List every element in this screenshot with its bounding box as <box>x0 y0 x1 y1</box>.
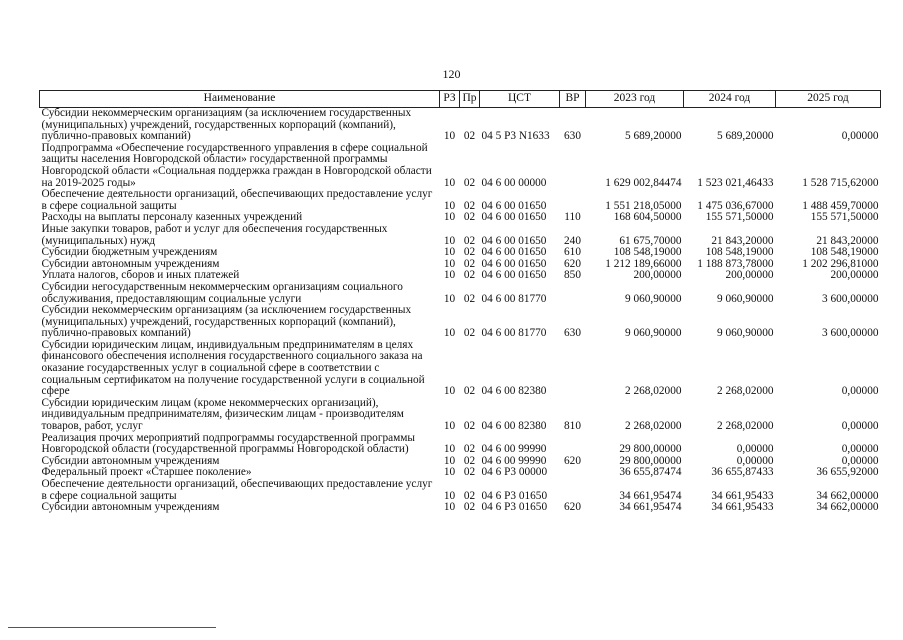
cell-name: Федеральный проект «Старшее поколение» <box>41 466 252 479</box>
header-2023: 2023 год <box>586 91 684 108</box>
cell-2024: 9 060,90000 <box>717 292 774 305</box>
cell-vr: 110 <box>564 211 581 224</box>
cell-2023: 36 655,87474 <box>619 466 682 479</box>
cell-2024: 0,00000 <box>736 443 774 456</box>
cell-2024: 21 843,20000 <box>711 234 774 247</box>
cell-name: Субсидии автономным учреждениям <box>41 501 220 514</box>
cell-2025: 0,00000 <box>841 443 879 456</box>
cell-name: Субсидии автономным учреждениям <box>41 257 220 270</box>
page-number: 120 <box>442 67 461 81</box>
cell-2024: 34 661,95433 <box>711 489 774 502</box>
cell-2023: 61 675,70000 <box>619 234 682 247</box>
cell-vr <box>560 433 586 456</box>
cell-name: Субсидии некоммерческим организациям (за исключением государственных (муниципальных) учреждений, государственных корпораций (компаний), публично-правовых компаний) <box>41 107 412 143</box>
cell-vr: 850 <box>564 269 581 282</box>
table-row <box>40 282 881 305</box>
cell-name: Подпрограмма «Обеспечение государственного управления в сфере социальной защиты населения Новгородской области» государственной программы Новгородской области «Социальная поддержка граждан в Новгородской области на 2019-2025 годы» <box>41 141 432 189</box>
cell-2024: 1 523 021,46433 <box>697 176 774 189</box>
cell-rz: 10 <box>443 199 456 212</box>
cell-2025: 155 571,50000 <box>810 211 879 224</box>
cell-2023: 1 212 189,66000 <box>605 257 682 270</box>
budget-table <box>39 90 881 514</box>
cell-name: Субсидии негосударственным некоммерческим организациям социального обслуживания, предоставляющим социальные услуги <box>41 280 403 305</box>
cell-cst: 04 6 00 81770 <box>481 327 547 340</box>
cell-vr <box>560 479 586 502</box>
header-2024: 2024 год <box>684 91 776 108</box>
cell-2023: 29 800,00000 <box>619 454 682 467</box>
cell-vr: 630 <box>564 130 581 143</box>
cell-name: Субсидии автономным учреждениям <box>41 454 220 467</box>
table-row <box>40 247 881 259</box>
cell-pr: 02 <box>463 327 476 340</box>
cell-vr: 620 <box>564 257 581 270</box>
cell-pr: 02 <box>463 199 476 212</box>
cell-vr <box>560 189 586 212</box>
table-row <box>40 305 881 340</box>
cell-rz: 10 <box>443 501 456 514</box>
table-row <box>40 479 881 502</box>
cell-2023: 2 268,02000 <box>625 385 682 398</box>
cell-cst: 04 6 Р3 00000 <box>481 466 548 479</box>
cell-2025: 3 600,00000 <box>822 327 879 340</box>
cell-2025: 1 528 715,62000 <box>802 176 879 189</box>
cell-vr: 240 <box>564 234 581 247</box>
cell-rz: 10 <box>443 466 456 479</box>
cell-pr: 02 <box>463 257 476 270</box>
cell-name: Обеспечение деятельности организаций, обеспечивающих предоставление услуг в сфере социальной защиты <box>41 478 433 502</box>
cell-2024: 36 655,87433 <box>711 466 774 479</box>
cell-rz: 10 <box>443 327 456 340</box>
table-row <box>40 398 881 433</box>
cell-vr: 810 <box>564 420 581 433</box>
table-row <box>40 108 881 143</box>
cell-2025: 21 843,20000 <box>816 234 879 247</box>
cell-rz: 10 <box>443 489 456 502</box>
cell-2025: 3 600,00000 <box>822 292 879 305</box>
header-vr: ВР <box>560 91 586 108</box>
cell-rz: 10 <box>443 257 456 270</box>
cell-cst: 04 6 Р3 01650 <box>481 501 548 514</box>
cell-pr: 02 <box>463 501 476 514</box>
cell-pr: 02 <box>463 454 476 467</box>
cell-2025: 1 202 296,81000 <box>802 257 879 270</box>
cell-vr: 610 <box>564 246 581 259</box>
cell-2024: 2 268,02000 <box>717 420 774 433</box>
cell-2025: 0,00000 <box>841 130 879 143</box>
cell-vr: 620 <box>564 454 581 467</box>
table-body <box>40 108 881 514</box>
cell-2024: 5 689,20000 <box>717 130 774 143</box>
cell-vr <box>560 143 586 189</box>
cell-name: Субсидии юридическим лицам, индивидуальным предпринимателям в целях финансового обеспечения исполнения государственного социального заказа на оказание государственных услуг в социальной сфере в соответствии с социальным сертификатом на получение государственной услуги в социальной сфере <box>41 338 425 398</box>
cell-rz: 10 <box>443 246 456 259</box>
cell-2023: 168 604,50000 <box>613 211 682 224</box>
cell-pr: 02 <box>463 130 476 143</box>
cell-pr: 02 <box>463 466 476 479</box>
cell-cst: 04 6 00 99990 <box>481 443 547 456</box>
cell-cst: 04 5 Р3 N1633 <box>481 130 550 143</box>
cell-cst: 04 6 00 82380 <box>481 385 547 398</box>
cell-name: Субсидии бюджетным учреждениям <box>41 246 218 259</box>
cell-2024: 1 188 873,78000 <box>697 257 774 270</box>
cell-pr: 02 <box>463 234 476 247</box>
cell-cst: 04 6 00 01650 <box>481 257 547 270</box>
cell-pr: 02 <box>463 176 476 189</box>
cell-rz: 10 <box>443 176 456 189</box>
cell-name: Расходы на выплаты персоналу казенных учреждений <box>41 211 303 224</box>
cell-2023: 34 661,95474 <box>619 489 682 502</box>
header-cst: ЦСТ <box>480 91 560 108</box>
cell-2024: 0,00000 <box>736 454 774 467</box>
cell-pr: 02 <box>463 211 476 224</box>
cell-name: Уплата налогов, сборов и иных платежей <box>41 269 240 282</box>
cell-vr <box>560 282 586 305</box>
cell-name: Иные закупки товаров, работ и услуг для обеспечения государственных (муниципальных) нужд <box>41 222 388 247</box>
cell-2023: 1 551 218,05000 <box>605 199 682 212</box>
cell-rz: 10 <box>443 292 456 305</box>
header-2025: 2025 год <box>776 91 881 108</box>
cell-2024: 34 661,95433 <box>711 501 774 514</box>
cell-cst: 04 6 00 82380 <box>481 420 547 433</box>
table-row <box>40 340 881 398</box>
cell-2025: 0,00000 <box>841 385 879 398</box>
cell-cst: 04 6 00 01650 <box>481 269 547 282</box>
table-row <box>40 224 881 247</box>
cell-cst: 04 6 00 00000 <box>481 176 547 189</box>
cell-cst: 04 6 00 99990 <box>481 454 547 467</box>
table-row <box>40 143 881 189</box>
header-rz: РЗ <box>440 91 460 108</box>
cell-rz: 10 <box>443 420 456 433</box>
cell-2025: 108 548,19000 <box>810 246 879 259</box>
cell-rz: 10 <box>443 269 456 282</box>
cell-cst: 04 6 00 01650 <box>481 199 547 212</box>
cell-2023: 9 060,90000 <box>625 327 682 340</box>
cell-cst: 04 6 00 01650 <box>481 211 547 224</box>
header-pr: Пр <box>460 91 480 108</box>
cell-vr <box>560 467 586 479</box>
cell-rz: 10 <box>443 130 456 143</box>
cell-cst: 04 6 00 01650 <box>481 234 547 247</box>
cell-2024: 9 060,90000 <box>717 327 774 340</box>
table-header <box>40 91 881 108</box>
cell-2025: 36 655,92000 <box>816 466 879 479</box>
cell-2024: 155 571,50000 <box>705 211 774 224</box>
cell-rz: 10 <box>443 454 456 467</box>
table-row <box>40 189 881 212</box>
cell-2023: 108 548,19000 <box>613 246 682 259</box>
cell-2025: 34 662,00000 <box>816 501 879 514</box>
cell-2024: 1 475 036,67000 <box>697 199 774 212</box>
cell-rz: 10 <box>443 211 456 224</box>
cell-2025: 0,00000 <box>841 454 879 467</box>
cell-2025: 34 662,00000 <box>816 489 879 502</box>
cell-2025: 0,00000 <box>841 420 879 433</box>
cell-pr: 02 <box>463 385 476 398</box>
cell-2023: 5 689,20000 <box>625 130 682 143</box>
cell-cst: 04 6 00 01650 <box>481 246 547 259</box>
cell-pr: 02 <box>463 443 476 456</box>
cell-name: Реализация прочих мероприятий подпрограммы государственной программы Новгородской области (государственной программы Новгородской области) <box>41 431 415 456</box>
cell-2024: 200,00000 <box>725 269 774 282</box>
cell-pr: 02 <box>463 246 476 259</box>
cell-2023: 34 661,95474 <box>619 501 682 514</box>
cell-2023: 9 060,90000 <box>625 292 682 305</box>
cell-rz: 10 <box>443 234 456 247</box>
cell-pr: 02 <box>463 292 476 305</box>
cell-pr: 02 <box>463 489 476 502</box>
cell-2025: 200,00000 <box>830 269 879 282</box>
cell-pr: 02 <box>463 269 476 282</box>
cell-2024: 108 548,19000 <box>705 246 774 259</box>
cell-2023: 1 629 002,84474 <box>605 176 682 189</box>
cell-2024: 2 268,02000 <box>717 385 774 398</box>
cell-2023: 200,00000 <box>633 269 682 282</box>
cell-vr: 620 <box>564 501 581 514</box>
cell-name: Субсидии некоммерческим организациям (за исключением государственных (муниципальных) учреждений, государственных корпораций (компаний), публично-правовых компаний) <box>41 304 412 340</box>
cell-2025: 1 488 459,70000 <box>802 199 879 212</box>
cell-2023: 2 268,02000 <box>625 420 682 433</box>
table-row <box>40 433 881 456</box>
cell-cst: 04 6 00 81770 <box>481 292 547 305</box>
cell-cst: 04 6 Р3 01650 <box>481 489 548 502</box>
cell-vr: 630 <box>564 327 581 340</box>
table-row <box>40 502 881 514</box>
cell-rz: 10 <box>443 385 456 398</box>
cell-2023: 29 800,00000 <box>619 443 682 456</box>
cell-vr <box>560 340 586 398</box>
cell-pr: 02 <box>463 420 476 433</box>
footnote-divider <box>8 627 216 628</box>
cell-rz: 10 <box>443 443 456 456</box>
header-name: Наименование <box>40 91 440 108</box>
cell-name: Субсидии юридическим лицам (кроме некоммерческих организаций), индивидуальным предпринимателям, физическим лицам - производителям товаров, работ, услуг <box>41 396 404 433</box>
cell-name: Обеспечение деятельности организаций, обеспечивающих предоставление услуг в сфере социальной защиты <box>41 188 433 212</box>
